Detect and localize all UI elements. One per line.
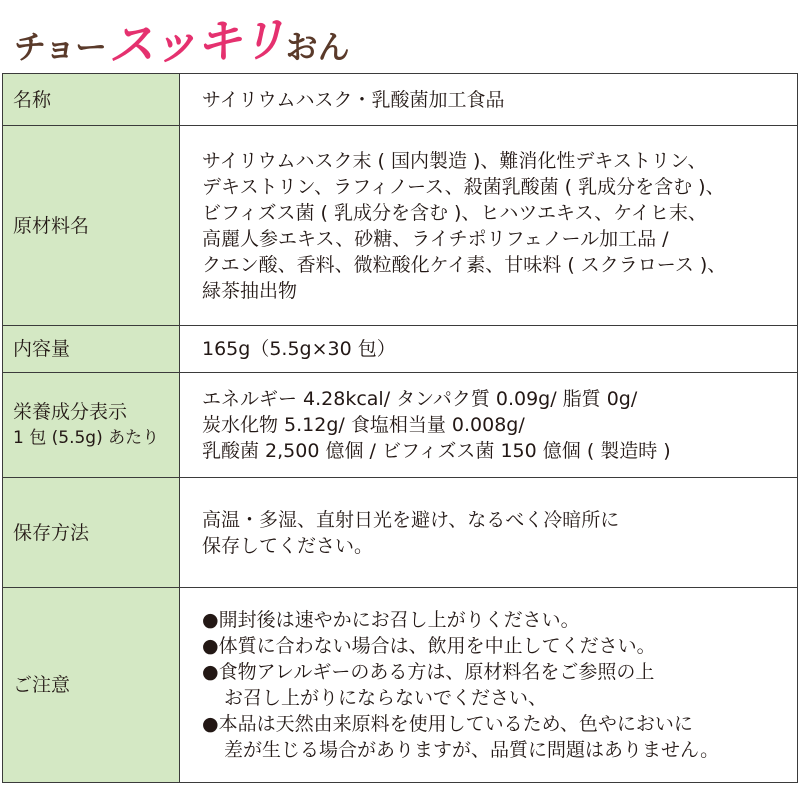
- caution-line: ●本品は天然由来原料を使用しているため、色やにおいに: [202, 713, 693, 735]
- ingredients-line: 緑茶抽出物: [202, 279, 298, 302]
- value-ingredients: [180, 126, 798, 326]
- value-name: サイリウムハスク・乳酸菌加工食品: [180, 74, 798, 126]
- value-nutrition: [180, 373, 798, 478]
- storage-line: 保存してください。: [202, 534, 374, 557]
- storage-line: 高温・多湿、直射日光を避け、なるべく冷暗所に: [202, 508, 620, 531]
- table-row-contents: [3, 326, 798, 373]
- table-row-name: [3, 74, 798, 126]
- value-contents: 165g（5.5g×30 包）: [180, 326, 798, 373]
- label-contents: 内容量: [3, 326, 180, 373]
- table-row-ingredients: [3, 126, 798, 326]
- caution-line: ●体質に合わない場合は、飲用を中止してください。: [202, 635, 656, 657]
- caution-line: ●食物アレルギーのある方は、原材料名をご参照の上: [202, 661, 655, 683]
- brand-logo: [14, 6, 350, 73]
- caution-line: お召し上がりにならないでください、: [224, 687, 548, 709]
- table-row-caution: [3, 588, 798, 783]
- table-row-nutrition: [3, 373, 798, 478]
- brand-part-1: チョー: [14, 28, 107, 66]
- label-storage: 保存方法: [3, 478, 180, 588]
- caution-line: 差が生じる場合がありますが、品質に問題はありません。: [224, 739, 720, 761]
- ingredients-line: デキストリン、ラフィノース、殺菌乳酸菌 ( 乳成分を含む )、: [202, 175, 725, 198]
- label-caution: ご注意: [3, 588, 180, 783]
- ingredients-line: 高麗人参エキス、砂糖、ライチポリフェノール加工品 /: [202, 227, 669, 250]
- ingredients-line: サイリウムハスク末 ( 国内製造 )、難消化性デキストリン、: [202, 149, 707, 172]
- nutrition-line: 炭水化物 5.12g/ 食塩相当量 0.008g/: [202, 414, 525, 436]
- label-ingredients: 原材料名: [3, 126, 180, 326]
- nutrition-line: 乳酸菌 2,500 億個 / ビフィズス菌 150 億個 ( 製造時 ): [202, 440, 671, 462]
- brand-part-2: スッキリ: [107, 11, 285, 73]
- value-storage: [180, 478, 798, 588]
- ingredients-line: クエン酸、香料、微粒酸化ケイ素、甘味料 ( スクラロース )、: [202, 253, 727, 276]
- label-nutrition: [3, 373, 180, 478]
- product-spec-table: [2, 73, 798, 783]
- label-nutrition-main: 栄養成分表示: [13, 401, 128, 423]
- label-nutrition-sub: 1 包 (5.5g) あたり: [13, 428, 160, 448]
- caution-line: ●開封後は速やかにお召し上がりください。: [202, 609, 580, 631]
- brand-part-3: おん: [285, 28, 350, 66]
- ingredients-line: ビフィズス菌 ( 乳成分を含む )、ヒハツエキス、ケイヒ末、: [202, 201, 707, 224]
- value-caution: [180, 588, 798, 783]
- label-name: 名称: [3, 74, 180, 126]
- table-row-storage: [3, 478, 798, 588]
- nutrition-line: エネルギー 4.28kcal/ タンパク質 0.09g/ 脂質 0g/: [202, 388, 638, 410]
